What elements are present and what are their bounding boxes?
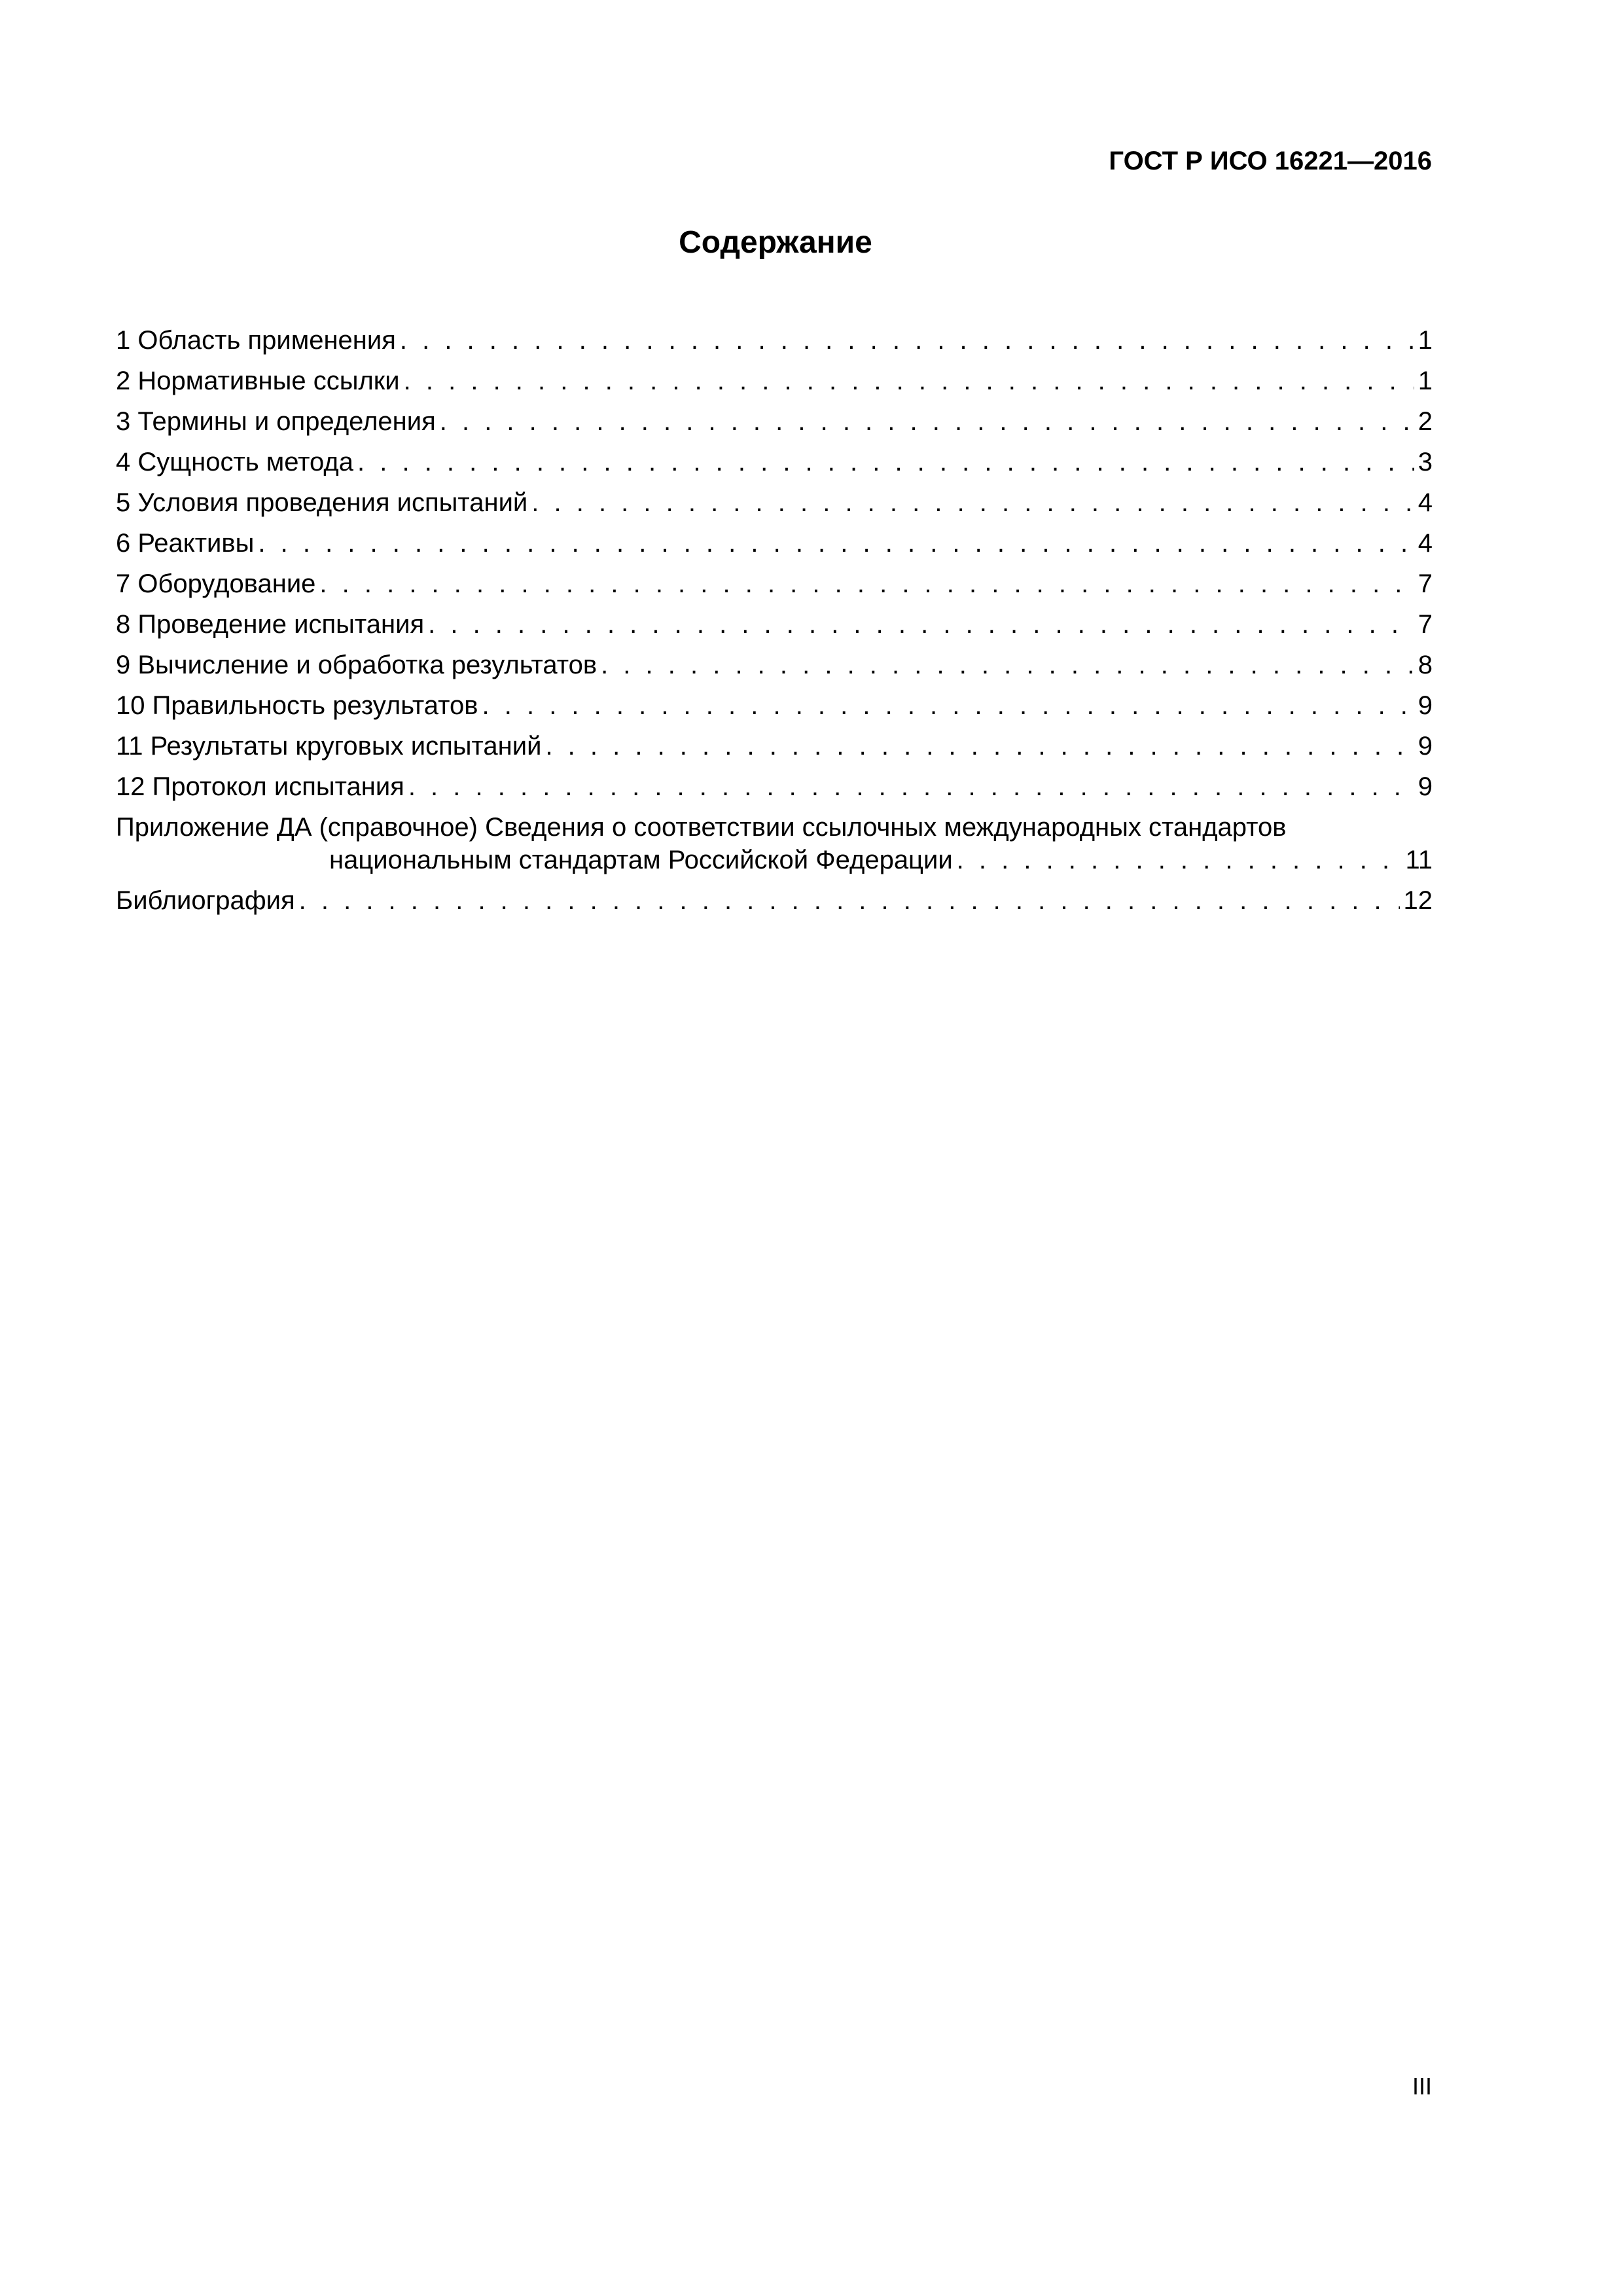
dot-leader [404,365,1414,397]
toc-entry[interactable] [116,568,1433,609]
toc-entry[interactable] [116,609,1433,649]
toc-title: Содержание [679,225,872,260]
document-code: ГОСТ Р ИСО 16221—2016 [1109,147,1432,175]
toc-entry-page: 9 [1418,772,1433,801]
toc-entry-bibliography[interactable] [116,885,1433,925]
toc-entry-page: 3 [1418,448,1433,476]
dot-leader [400,325,1414,356]
toc-entry[interactable] [116,325,1433,365]
toc-entry-label: 9 Вычисление и обработка результатов [116,651,597,679]
toc-entry-label: 11 Результаты круговых испытаний [116,732,542,761]
dot-leader [482,690,1414,721]
toc-entry-page: 7 [1418,569,1433,598]
toc-entry-page: 9 [1418,691,1433,720]
toc-entry-label: 4 Сущность метода [116,448,354,476]
toc-entry-label: 3 Термины и определения [116,407,436,436]
toc-entry-page: 2 [1418,407,1433,436]
page-number: III [1412,2073,1432,2100]
toc-entry-label: 12 Протокол испытания [116,772,404,801]
table-of-contents [116,325,1433,925]
annex-title-line2: национальным стандартам Российской Федерации [329,846,953,874]
toc-entry-label: 1 Область применения [116,326,396,355]
dot-leader [357,446,1414,478]
dot-leader [545,730,1414,762]
toc-entry-page: 4 [1418,529,1433,558]
toc-entry-page: 4 [1418,488,1433,517]
toc-entry[interactable] [116,649,1433,690]
toc-entry-annex[interactable] [116,812,1433,876]
toc-entry-page: 9 [1418,732,1433,761]
dot-leader [428,609,1414,640]
annex-title-line1: Приложение ДА (справочное) Сведения о соответствии ссылочных международных стандартов [116,813,1287,842]
toc-entry[interactable] [116,528,1433,568]
toc-entry-label: 10 Правильность результатов [116,691,478,720]
toc-entry-page: 11 [1405,846,1433,874]
toc-entry[interactable] [116,406,1433,446]
toc-entry-page: 8 [1418,651,1433,679]
toc-entry[interactable] [116,771,1433,812]
toc-entry-page: 1 [1418,326,1433,355]
toc-entry[interactable] [116,365,1433,406]
dot-leader [408,771,1414,802]
toc-entry[interactable] [116,690,1433,730]
dot-leader [440,406,1414,437]
toc-entry[interactable] [116,730,1433,771]
dot-leader [299,885,1400,916]
toc-entry-label: 2 Нормативные ссылки [116,367,400,395]
toc-entry[interactable] [116,487,1433,528]
dot-leader [957,844,1402,876]
toc-entry-label: 6 Реактивы [116,529,255,558]
toc-entry[interactable] [116,446,1433,487]
toc-entry-label: 5 Условия проведения испытаний [116,488,528,517]
toc-entry-page: 7 [1418,610,1433,639]
toc-entry-label: 8 Проведение испытания [116,610,425,639]
toc-entry-label: 7 Оборудование [116,569,316,598]
toc-entry-label: Библиография [116,886,295,915]
dot-leader [531,487,1414,518]
dot-leader [319,568,1414,600]
toc-entry-page: 12 [1403,886,1433,915]
annex-title-line2-row [116,844,1433,876]
toc-entry-page: 1 [1418,367,1433,395]
dot-leader [258,528,1414,559]
dot-leader [601,649,1414,681]
